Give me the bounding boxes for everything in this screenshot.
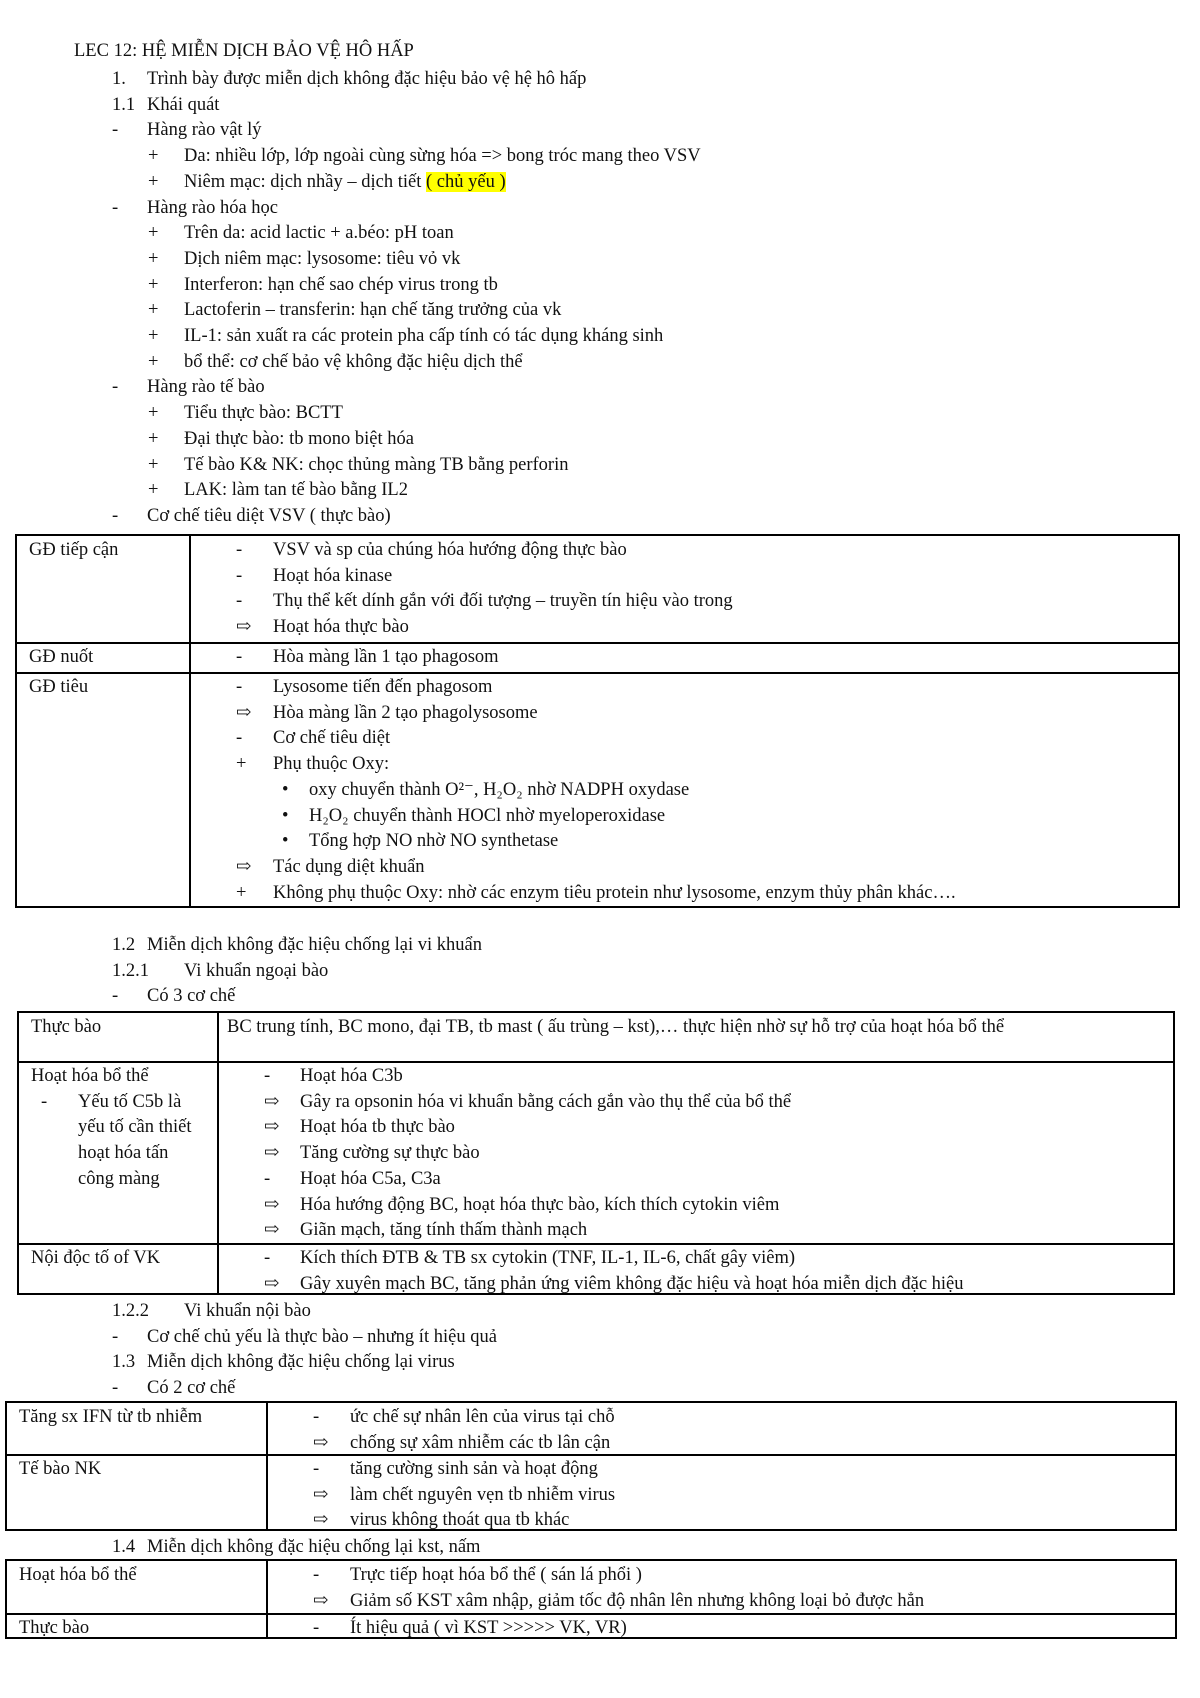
outline-marker: +: [148, 223, 159, 244]
table-row-label: Thực bào: [31, 1017, 102, 1037]
outline-item-text: Lactoferin – transferin: hạn chế tăng trưởng của vk: [184, 300, 562, 321]
outline-marker: 1.3: [112, 1352, 136, 1373]
table-item-text: Hoạt hóa C5a, C3a: [300, 1168, 441, 1189]
table-item-text: ức chế sự nhân lên của virus tại chỗ: [350, 1407, 615, 1427]
table-item-text: Hoạt hóa tb thực bào: [300, 1117, 455, 1138]
outline-item-text: Vi khuẩn nội bào: [184, 1301, 311, 1321]
outline-item: [147, 375, 265, 401]
outline-marker: +: [148, 480, 159, 501]
page-title: LEC 12: HỆ MIỄN DỊCH BẢO VỆ HÔ HẤP: [74, 41, 414, 61]
table-item-text: VSV và sp của chúng hóa hướng động thực bào: [273, 540, 627, 560]
outline-item-text: Miễn dịch không đặc hiệu chống lại kst, nấm: [147, 1537, 481, 1557]
outline-marker: -: [112, 1326, 119, 1347]
outline-item: [184, 298, 561, 324]
table-item-marker: -: [236, 677, 243, 697]
table-item-text: Gây xuyên mạch BC, tăng phản ứng viêm không đặc hiệu và hoạt hóa miễn dịch đặc hiệu: [300, 1273, 964, 1294]
outline-item-text: Cơ chế tiêu diệt VSV ( thực bào): [147, 505, 391, 526]
table-item-text: Gây ra opsonin hóa vi khuẩn bằng cách gắn vào thụ thể của bổ thể: [300, 1091, 792, 1112]
outline-item: [184, 273, 498, 299]
table-item-text: tăng cường sinh sản và hoạt động: [350, 1459, 598, 1479]
outline-marker: 1.2.1: [112, 960, 149, 981]
table-item-text: Ít hiệu quả ( vì KST >>>>> VK, VR): [350, 1618, 627, 1638]
outline-item-text: Niêm mạc: dịch nhầy – dịch tiết: [184, 171, 422, 192]
table-item-marker: ⇨: [264, 1194, 280, 1215]
outline-item: [147, 196, 278, 222]
outline-item-text: Miễn dịch không đặc hiệu chống lại virus: [147, 1352, 455, 1373]
outline-item-text: IL-1: sản xuất ra các protein pha cấp tính có tác dụng kháng sinh: [184, 326, 664, 346]
outline-marker: +: [148, 454, 159, 475]
table-row-label: GĐ tiếp cận: [29, 540, 119, 560]
outline-item: [147, 1325, 497, 1351]
outline-marker: +: [148, 326, 159, 346]
outline-item-text: Dịch niêm mạc: lysosome: tiêu vỏ vk: [184, 248, 461, 269]
table-item-marker: -: [236, 565, 243, 586]
outline-item: [147, 1535, 480, 1561]
table-item-marker: -: [313, 1407, 320, 1427]
table-row-divider: [17, 672, 1178, 674]
outline-item: [184, 959, 328, 985]
outline-marker: 1.2.2: [112, 1301, 149, 1321]
outline-item-text: bổ thể: cơ chế bảo vệ không đặc hiệu dịch thể: [184, 351, 523, 372]
outline-item-text: Có 2 cơ chế: [147, 1378, 236, 1399]
table-item-marker: •: [282, 779, 289, 800]
table-item-marker: ⇨: [264, 1273, 280, 1294]
outline-item-text: Khái quát: [147, 94, 220, 115]
table-item-marker: -: [236, 591, 243, 612]
table-item-text: Lysosome tiến đến phagosom: [273, 677, 493, 697]
outline-item: [184, 427, 414, 453]
table-parasites-fungi: [5, 1559, 1177, 1639]
outline-marker: +: [148, 171, 159, 192]
outline-item-text: Có 3 cơ chế: [147, 986, 236, 1007]
table-item-text: Hòa màng lần 2 tạo phagolysosome: [273, 702, 538, 723]
table-item-marker: ⇨: [313, 1510, 329, 1531]
outline-item: [184, 170, 506, 196]
outline-marker: 1.2: [112, 935, 136, 955]
table-item-text: Hoạt hóa kinase: [273, 565, 393, 586]
table-row-sublabel: Yếu tố C5b là yếu tố cần thiết hoạt hóa tấn công màng: [78, 1091, 192, 1189]
table-item-text: Tổng hợp NO nhờ NO synthetase: [309, 831, 559, 852]
table-extracellular-bacteria: [17, 1011, 1175, 1295]
outline-marker: 1.1: [112, 94, 136, 115]
outline-item-text: Tế bào K& NK: chọc thủng màng TB bằng perforin: [184, 454, 569, 475]
table-item-marker: ⇨: [313, 1590, 329, 1611]
outline-marker: +: [148, 403, 159, 424]
table-item-marker: -: [264, 1168, 271, 1189]
outline-item-text: Interferon: hạn chế sao chép virus trong tb: [184, 274, 498, 295]
outline-item: [184, 401, 343, 427]
table-item-text: Giảm số KST xâm nhập, giảm tốc độ nhân lên nhưng không loại bỏ được hẳn: [350, 1590, 925, 1611]
outline-marker: +: [148, 146, 159, 167]
table-row-label: Hoạt hóa bổ thể: [19, 1565, 137, 1585]
table-row-sublabel-marker: -: [41, 1091, 48, 1112]
outline-item: [184, 247, 460, 273]
outline-item-text: Đại thực bào: tb mono biệt hóa: [184, 428, 414, 449]
table-item-text: Hoạt hóa C3b: [300, 1066, 403, 1086]
table-item-marker: ⇨: [236, 702, 252, 723]
table-item-text: Thụ thể kết dính gắn với đối tượng – truyền tín hiệu vào trong: [273, 591, 733, 612]
outline-marker: 1.4: [112, 1537, 136, 1557]
outline-item-text: Trình bày được miễn dịch không đặc hiệu bảo vệ hệ hô hấp: [147, 69, 587, 89]
outline-item-text: LAK: làm tan tế bào bằng IL2: [184, 480, 408, 501]
table-item-text: Hòa màng lần 1 tạo phagosom: [273, 647, 499, 667]
table-item-text: Không phụ thuộc Oxy: nhờ các enzym tiêu protein như lysosome, enzym thủy phân khác….: [273, 882, 956, 903]
table-item-text: oxy chuyển thành O²⁻, H₂O₂ nhờ NADPH oxydase: [309, 779, 690, 800]
table-item-text: chống sự xâm nhiễm các tb lân cận: [350, 1432, 611, 1453]
outline-marker: -: [112, 377, 119, 398]
outline-marker: +: [148, 300, 159, 321]
outline-item: [184, 324, 663, 350]
outline-item: [147, 1350, 455, 1376]
outline-item: [147, 1376, 235, 1402]
outline-marker: +: [148, 248, 159, 269]
table-item-marker: +: [236, 882, 247, 903]
outline-item: [147, 67, 586, 93]
outline-item-text: Da: nhiều lớp, lớp ngoài cùng sừng hóa => bong tróc mang theo VSV: [184, 146, 701, 167]
table-item-text: H₂O₂ chuyển thành HOCl nhờ myeloperoxidase: [309, 805, 666, 826]
outline-item: [147, 504, 391, 530]
outline-marker: 1.: [112, 69, 126, 89]
table-row-label: GĐ nuốt: [29, 647, 94, 667]
table-item-text: Trực tiếp hoạt hóa bổ thể ( sán lá phổi ): [350, 1565, 642, 1585]
outline-item: [184, 350, 523, 376]
table-item-text: làm chết nguyên vẹn tb nhiễm virus: [350, 1484, 616, 1505]
table-item-text: Phụ thuộc Oxy:: [273, 754, 390, 775]
table-item-marker: -: [313, 1459, 320, 1479]
outline-item: [184, 144, 701, 170]
table-item-marker: -: [264, 1066, 271, 1086]
table-item-text: Giãn mạch, tăng tính thấm thành mạch: [300, 1220, 588, 1241]
table-item-marker: -: [236, 728, 243, 749]
outline-item: [184, 1299, 311, 1325]
outline-marker: -: [112, 986, 119, 1007]
outline-item: [184, 478, 408, 504]
outline-item-text: Tiểu thực bào: BCTT: [184, 403, 343, 424]
outline-marker: -: [112, 197, 119, 218]
table-row-divider: [19, 1243, 1173, 1245]
outline-marker: -: [112, 1378, 119, 1399]
outline-marker: +: [148, 274, 159, 295]
table-row-label: Tăng sx IFN từ tb nhiễm: [19, 1407, 203, 1427]
table-item-marker: -: [236, 540, 243, 560]
outline-marker: +: [148, 428, 159, 449]
outline-item-text: Hàng rào tế bào: [147, 377, 265, 398]
table-item-text: Hoạt hóa thực bào: [273, 617, 409, 638]
table-item-marker: ⇨: [264, 1117, 280, 1138]
table-column-divider: [266, 1403, 268, 1529]
table-item-marker: +: [236, 754, 247, 775]
table-item-marker: -: [264, 1248, 271, 1268]
table-item-marker: -: [236, 647, 243, 667]
highlighted-note: ( chủ yếu ): [425, 171, 506, 192]
outline-item-text: Hàng rào vật lý: [147, 120, 262, 141]
table-item-marker: ⇨: [236, 856, 252, 877]
table-item-marker: -: [313, 1618, 320, 1638]
table-item-marker: ⇨: [313, 1432, 329, 1453]
table-item-text: Cơ chế tiêu diệt: [273, 728, 391, 749]
table-column-divider: [189, 536, 191, 906]
outline-item-text: Hàng rào hóa học: [147, 197, 278, 218]
table-row-divider: [17, 642, 1178, 644]
table-item-marker: ⇨: [264, 1143, 280, 1164]
table-row-label: Nội độc tố of VK: [31, 1248, 161, 1268]
outline-item: [147, 118, 262, 144]
table-item-marker: ⇨: [264, 1220, 280, 1241]
outline-marker: -: [112, 505, 119, 526]
table-item-text: Kích thích ĐTB & TB sx cytokin (TNF, IL-1, IL-6, chất gây viêm): [300, 1248, 796, 1268]
table-row-label: GĐ tiêu: [29, 677, 89, 697]
table-item-text: virus không thoát qua tb khác: [350, 1510, 570, 1531]
table-column-divider: [217, 1013, 219, 1293]
table-item-marker: ⇨: [236, 617, 252, 638]
table-phagocytosis-stages: [15, 534, 1180, 908]
table-item-marker: ⇨: [313, 1484, 329, 1505]
outline-item-text: Vi khuẩn ngoại bào: [184, 960, 329, 981]
table-row-content: BC trung tính, BC mono, đại TB, tb mast ( ấu trùng – kst),… thực hiện nhờ sự hỗ trợ của hoạt hóa bổ thể: [227, 1017, 1005, 1037]
table-row-divider: [19, 1061, 1173, 1063]
table-item-text: Tăng cường sự thực bào: [300, 1143, 480, 1164]
table-item-marker: -: [313, 1565, 320, 1585]
outline-marker: -: [112, 120, 119, 141]
outline-item: [184, 453, 568, 479]
table-row-label: Thực bào: [19, 1618, 90, 1638]
table-item-text: Hóa hướng động BC, hoạt hóa thực bào, kích thích cytokin viêm: [300, 1194, 780, 1215]
table-item-marker: •: [282, 805, 289, 826]
table-column-divider: [266, 1561, 268, 1637]
outline-item: [147, 933, 482, 959]
table-item-marker: •: [282, 831, 289, 852]
table-item-text: Tác dụng diệt khuẩn: [273, 856, 425, 877]
outline-item-text: Trên da: acid lactic + a.béo: pH toan: [184, 223, 454, 244]
table-item-marker: ⇨: [264, 1091, 280, 1112]
outline-item: [184, 221, 454, 247]
outline-item: [147, 93, 219, 119]
outline-item: [147, 984, 235, 1010]
table-row-label: Hoạt hóa bổ thể: [31, 1066, 149, 1086]
table-row-label: Tế bào NK: [19, 1459, 102, 1479]
outline-marker: +: [148, 351, 159, 372]
table-antiviral: [5, 1401, 1177, 1531]
outline-item-text: Miễn dịch không đặc hiệu chống lại vi khuẩn: [147, 935, 482, 955]
outline-item-text: Cơ chế chủ yếu là thực bào – nhưng ít hiệu quả: [147, 1326, 497, 1347]
